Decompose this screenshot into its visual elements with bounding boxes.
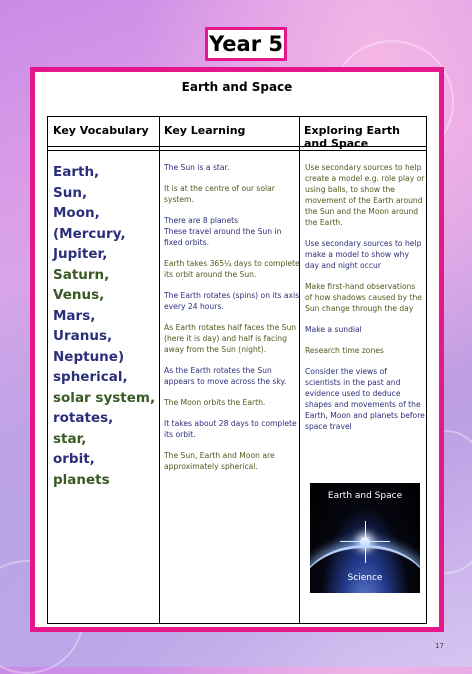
vocabulary-term: star, bbox=[53, 430, 87, 447]
vocabulary-term: Moon, bbox=[53, 205, 100, 221]
vocabulary-term: orbit, bbox=[53, 451, 95, 467]
key-learning-item: It is at the centre of our solar system. bbox=[164, 184, 275, 204]
column-header-exploring: Exploring Earth and Space bbox=[304, 124, 400, 150]
page-number: 17 bbox=[435, 642, 444, 650]
vocabulary-term: Neptune) bbox=[53, 348, 125, 365]
column-header-learning: Key Learning bbox=[164, 124, 246, 137]
year-badge: Year 5 bbox=[205, 27, 287, 61]
vocabulary-term: rotates, bbox=[53, 410, 114, 426]
exploring-activity: Research time zones bbox=[305, 346, 384, 355]
planet-horizon bbox=[310, 545, 420, 593]
vocabulary-term: spherical, bbox=[53, 369, 128, 385]
vocabulary-term: Sun, bbox=[53, 184, 88, 201]
vocabulary-term: (Mercury, bbox=[53, 225, 126, 242]
key-learning-item: The Earth rotates (spins) on its axis every 24 hours. bbox=[164, 291, 300, 311]
earth-and-space-science-image bbox=[310, 483, 420, 593]
vocabulary-term: solar system, bbox=[53, 389, 156, 406]
exploring-activity: Consider the views of scientists in the past and evidence used to deduce shapes and movements of the Earth, Moon and planets before space travel bbox=[305, 367, 425, 431]
vocabulary-term: Saturn, Venus, bbox=[53, 266, 110, 303]
header-divider bbox=[48, 150, 426, 151]
exploring-list bbox=[305, 162, 425, 442]
key-learning-list bbox=[164, 162, 301, 482]
key-learning-item: The Sun, Earth and Moon are approximately spherical. bbox=[164, 451, 275, 471]
vocabulary-term: planets bbox=[53, 471, 110, 488]
vocabulary-term: Jupiter, bbox=[53, 246, 108, 262]
exploring-activity: Use secondary sources to help create a model e.g. role play or using balls, to show the movement of the Earth around the Sun and the Moon around the Earth. bbox=[305, 163, 425, 227]
key-learning-item: As Earth rotates half faces the Sun (here it is day) and half is facing away from the Sun (night). bbox=[164, 323, 297, 354]
exploring-activity: Use secondary sources to help make a model to show why day and night occur bbox=[305, 239, 422, 270]
topic-table bbox=[47, 116, 427, 624]
image-title: Earth and Space bbox=[327, 491, 403, 501]
key-learning-item: As the Earth rotates the Sun appears to move across the sky. bbox=[164, 366, 287, 386]
key-learning-item: Earth takes 365¼ days to complete its orbit around the Sun. bbox=[164, 259, 300, 279]
column-divider bbox=[159, 117, 160, 623]
key-learning-item: The Sun is a star. bbox=[164, 163, 230, 172]
column-header-vocabulary: Key Vocabulary bbox=[53, 124, 149, 137]
image-caption: Science bbox=[347, 573, 383, 583]
key-learning-item: The Moon orbits the Earth. bbox=[164, 398, 266, 407]
vocabulary-term: Earth, bbox=[53, 164, 100, 180]
key-learning-item: It takes about 28 days to complete its orbit. bbox=[164, 419, 297, 439]
panel-title: Earth and Space bbox=[181, 80, 293, 94]
key-learning-item: There are 8 planets These travel around the Sun in fixed orbits. bbox=[164, 216, 282, 247]
exploring-activity: Make first-hand observations of how shadows caused by the Sun change through the day bbox=[305, 282, 422, 313]
vocabulary-list bbox=[53, 162, 156, 490]
content-panel bbox=[30, 67, 444, 632]
vocabulary-term: Mars, Uranus, bbox=[53, 307, 113, 344]
exploring-activity: Make a sundial bbox=[305, 325, 362, 334]
